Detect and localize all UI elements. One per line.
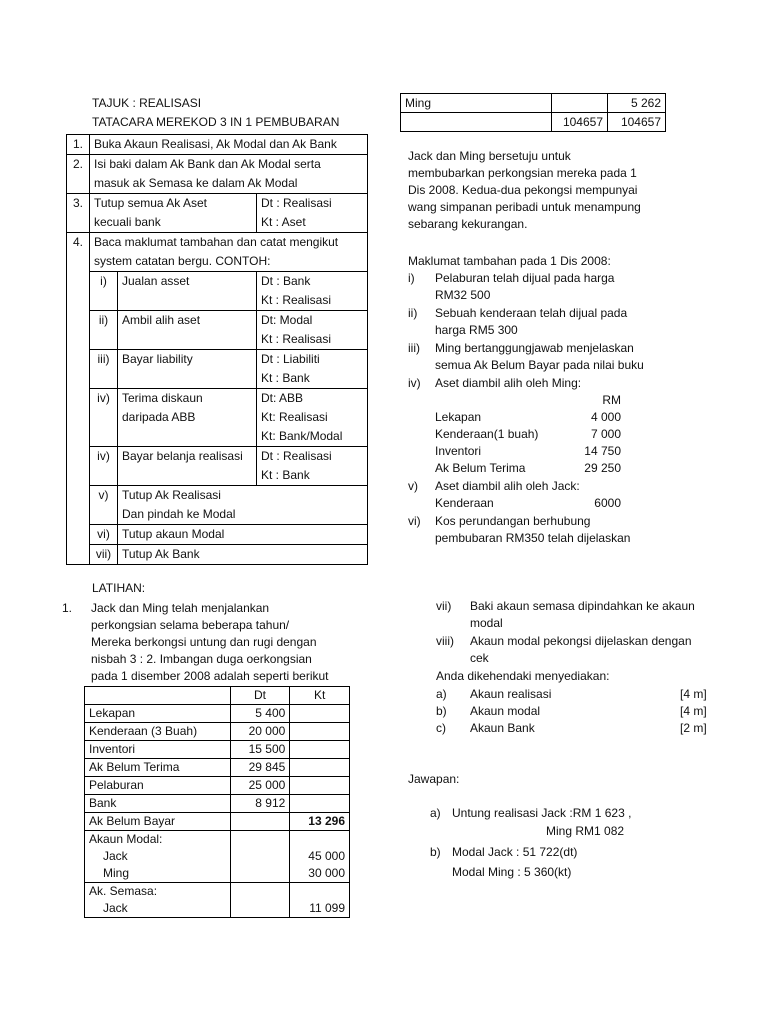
info-text: Ming bertanggungjawab menjelaskan	[435, 341, 634, 355]
asset-label: Kenderaan	[435, 496, 494, 510]
info-text: harga RM5 300	[435, 323, 518, 337]
answer-number: a)	[430, 806, 441, 820]
table-row	[67, 447, 368, 467]
debit-value: 20 000	[230, 723, 290, 741]
sub-desc: Ambil alih aset	[118, 311, 257, 350]
table-row	[85, 813, 350, 831]
credit-value: 5 262	[608, 94, 666, 113]
table-row	[85, 759, 350, 777]
sub-number: vi)	[90, 525, 118, 545]
table-row	[67, 272, 368, 292]
info-text: semua Ak Belum Bayar pada nilai buku	[435, 358, 644, 372]
step-text: kecuali bank	[90, 213, 257, 233]
table-row	[85, 705, 350, 723]
table-row	[67, 213, 368, 233]
sub-desc: Dan pindah ke Modal	[118, 505, 368, 525]
column-header-kt: Kt	[290, 687, 350, 705]
info-text: Pelaburan telah dijual pada harga	[435, 271, 615, 285]
row-label: Ming	[103, 866, 130, 880]
row-label: Inventori	[85, 741, 231, 759]
total-debit: 104657	[552, 113, 608, 132]
intro-line: wang simpanan peribadi untuk menampung	[408, 200, 641, 214]
table-row	[85, 723, 350, 741]
info-text: Sebuah kenderaan telah dijual pada	[435, 306, 628, 320]
sub-desc: Terima diskaun	[118, 389, 257, 409]
sub-desc: Tutup Ak Realisasi	[118, 486, 368, 506]
intro-line: Dis 2008. Kedua-dua pekongsi mempunyai	[408, 183, 638, 197]
required-heading: Anda dikehendaki menyediakan:	[436, 669, 610, 683]
entry-debit: Dt : Realisasi	[257, 447, 368, 467]
sub-desc: Tutup Ak Bank	[118, 545, 368, 565]
asset-label: Lekapan	[435, 410, 482, 424]
entry-debit: Dt: Modal	[257, 311, 368, 331]
table-row	[67, 311, 368, 331]
row-label: Ming	[401, 94, 552, 113]
answer-text: Modal Jack : 51 722(dt)	[452, 845, 578, 859]
info-text: Aset diambil alih oleh Jack:	[435, 479, 580, 493]
step-text: Buka Akaun Realisasi, Ak Modal dan Ak Bank	[90, 135, 368, 155]
entry-credit: Kt : Bank	[257, 369, 368, 389]
sub-number: iii)	[90, 350, 118, 389]
sub-number: v)	[90, 486, 118, 525]
info-text: pembubaran RM350 telah dijelaskan	[435, 531, 631, 545]
question-line: nisbah 3 : 2. Imbangan duga oerkongsian	[91, 652, 312, 666]
step-number: 3.	[67, 194, 90, 233]
sub-desc: Tutup akaun Modal	[118, 525, 368, 545]
sub-number: iv)	[90, 389, 118, 447]
step-number: 2.	[67, 155, 90, 194]
row-label: Jack	[103, 849, 128, 863]
table-row	[67, 233, 368, 253]
row-label: Kenderaan (3 Buah)	[85, 723, 231, 741]
intro-line: Jack dan Ming bersetuju untuk	[408, 149, 571, 163]
table-row	[67, 486, 368, 506]
info-text: Akaun modal pekongsi dijelaskan dengan	[470, 634, 692, 648]
asset-value: 6000	[594, 496, 621, 510]
sub-number: iv)	[90, 447, 118, 486]
sub-desc: Bayar belanja realisasi	[118, 447, 257, 486]
row-label: Jack	[103, 901, 128, 915]
sub-number: i)	[90, 272, 118, 311]
asset-value: 14 750	[584, 444, 621, 458]
info-number: viii)	[436, 634, 454, 648]
credit-value: 13 296	[290, 813, 350, 831]
info-text: Aset diambil alih oleh Ming:	[435, 376, 582, 390]
credit-value: 45 000	[308, 849, 345, 863]
entry-debit: Dt : Liabiliti	[257, 350, 368, 370]
step-text: Baca maklumat tambahan dan catat mengikut	[90, 233, 368, 253]
entry-credit: Kt : Aset	[257, 213, 368, 233]
table-row	[401, 113, 666, 132]
info-heading: Maklumat tambahan pada 1 Dis 2008:	[408, 254, 611, 268]
asset-value: 7 000	[590, 427, 621, 441]
asset-value: 29 250	[584, 461, 621, 475]
table-row	[67, 194, 368, 214]
row-label: Ak. Semasa:	[89, 884, 158, 898]
sub-number: ii)	[90, 311, 118, 350]
page-title: TAJUK : REALISASI	[92, 96, 202, 110]
asset-label: Inventori	[435, 444, 482, 458]
credit-value: 11 099	[309, 901, 345, 915]
step-text: Isi baki dalam Ak Bank dan Ak Modal serta	[90, 155, 368, 175]
row-label: Pelaburan	[85, 777, 231, 795]
sub-desc: daripada ABB	[118, 408, 257, 427]
sub-number: vii)	[90, 545, 118, 565]
sub-desc: Bayar liability	[118, 350, 257, 389]
info-text: Kos perundangan berhubung	[435, 514, 591, 528]
debit-value: 8 912	[230, 795, 290, 813]
table-row	[85, 777, 350, 795]
info-text: modal	[470, 616, 503, 630]
step-text: system catatan bergu. CONTOH:	[90, 252, 368, 272]
row-label: Ak Belum Bayar	[85, 813, 231, 831]
table-row	[85, 795, 350, 813]
asset-label: Kenderaan(1 buah)	[435, 427, 539, 441]
table-row	[85, 831, 350, 883]
table-row	[67, 155, 368, 175]
required-label: Akaun modal	[470, 704, 541, 718]
info-number: ii)	[408, 306, 418, 320]
entry-credit: Kt : Realisasi	[257, 291, 368, 311]
entry-debit: Dt : Bank	[257, 272, 368, 292]
debit-value: 5 400	[230, 705, 290, 723]
question-number: 1.	[62, 601, 73, 615]
entry-credit: Kt : Realisasi	[257, 330, 368, 350]
latihan-heading: LATIHAN:	[92, 581, 146, 595]
table-row	[85, 741, 350, 759]
required-number: c)	[436, 721, 446, 735]
table-row	[67, 350, 368, 370]
marks-badge: [4 m]	[680, 704, 707, 718]
sub-desc: Jualan asset	[118, 272, 257, 311]
row-label: Bank	[85, 795, 231, 813]
info-text: cek	[470, 651, 489, 665]
table-row	[67, 174, 368, 194]
step-number: 1.	[67, 135, 90, 155]
answer-text: Modal Ming : 5 360(kt)	[452, 865, 572, 879]
answer-heading: Jawapan:	[408, 772, 460, 786]
entry-debit: Dt : Realisasi	[257, 194, 368, 214]
step-text: masuk ak Semasa ke dalam Ak Modal	[90, 174, 368, 194]
info-text: Baki akaun semasa dipindahkan ke akaun	[470, 599, 695, 613]
info-number: iv)	[408, 376, 421, 390]
required-label: Akaun realisasi	[470, 687, 552, 701]
debit-value: 15 500	[230, 741, 290, 759]
marks-badge: [4 m]	[680, 687, 707, 701]
total-credit: 104657	[608, 113, 666, 132]
info-number: vi)	[408, 514, 421, 528]
required-number: b)	[436, 704, 447, 718]
currency-header: RM	[602, 393, 621, 407]
table-row	[67, 525, 368, 545]
debit-value: 25 000	[230, 777, 290, 795]
trial-balance-table	[84, 686, 350, 918]
table-row	[67, 135, 368, 155]
intro-line: sebarang kekurangan.	[408, 217, 528, 231]
info-number: iii)	[408, 341, 420, 355]
step-text: Tutup semua Ak Aset	[90, 194, 257, 214]
table-row	[67, 545, 368, 565]
table-row	[85, 883, 350, 918]
marks-badge: [2 m]	[680, 721, 707, 735]
entry-credit: Kt: Bank/Modal	[257, 427, 368, 447]
info-number: i)	[408, 271, 415, 285]
question-line: Mereka berkongsi untung dan rugi dengan	[91, 635, 317, 649]
answer-text: Ming RM1 082	[546, 824, 625, 838]
page-subtitle: TATACARA MEREKOD 3 IN 1 PEMBUBARAN	[92, 115, 340, 129]
table-row	[85, 687, 350, 705]
question-line: Jack dan Ming telah menjalankan	[91, 601, 270, 615]
info-text: RM32 500	[435, 288, 491, 302]
required-number: a)	[436, 687, 447, 701]
column-header-dt: Dt	[230, 687, 290, 705]
answer-text: Untung realisasi Jack :RM 1 623 ,	[452, 806, 632, 820]
table-row	[401, 94, 666, 113]
asset-value: 4 000	[590, 410, 621, 424]
info-number: v)	[408, 479, 418, 493]
question-line: perkongsian selama beberapa tahun/	[91, 618, 290, 632]
asset-label: Ak Belum Terima	[435, 461, 526, 475]
entry-debit: Dt: ABB	[257, 389, 368, 409]
trial-balance-continued	[400, 93, 666, 132]
question-line: pada 1 disember 2008 adalah seperti berikut	[91, 669, 329, 683]
answer-number: b)	[430, 845, 441, 859]
table-row	[67, 252, 368, 272]
entry-credit: Kt : Bank	[257, 466, 368, 486]
entry-credit: Kt: Realisasi	[257, 408, 368, 427]
row-label: Akaun Modal:	[89, 832, 163, 846]
procedure-table	[66, 134, 368, 565]
debit-value: 29 845	[230, 759, 290, 777]
step-number: 4.	[67, 233, 90, 565]
row-label: Lekapan	[85, 705, 231, 723]
credit-value: 30 000	[308, 866, 345, 880]
intro-line: membubarkan perkongsian mereka pada 1	[408, 166, 637, 180]
info-number: vii)	[436, 599, 452, 613]
row-label: Ak Belum Terima	[85, 759, 231, 777]
required-label: Akaun Bank	[470, 721, 535, 735]
table-row	[67, 389, 368, 409]
